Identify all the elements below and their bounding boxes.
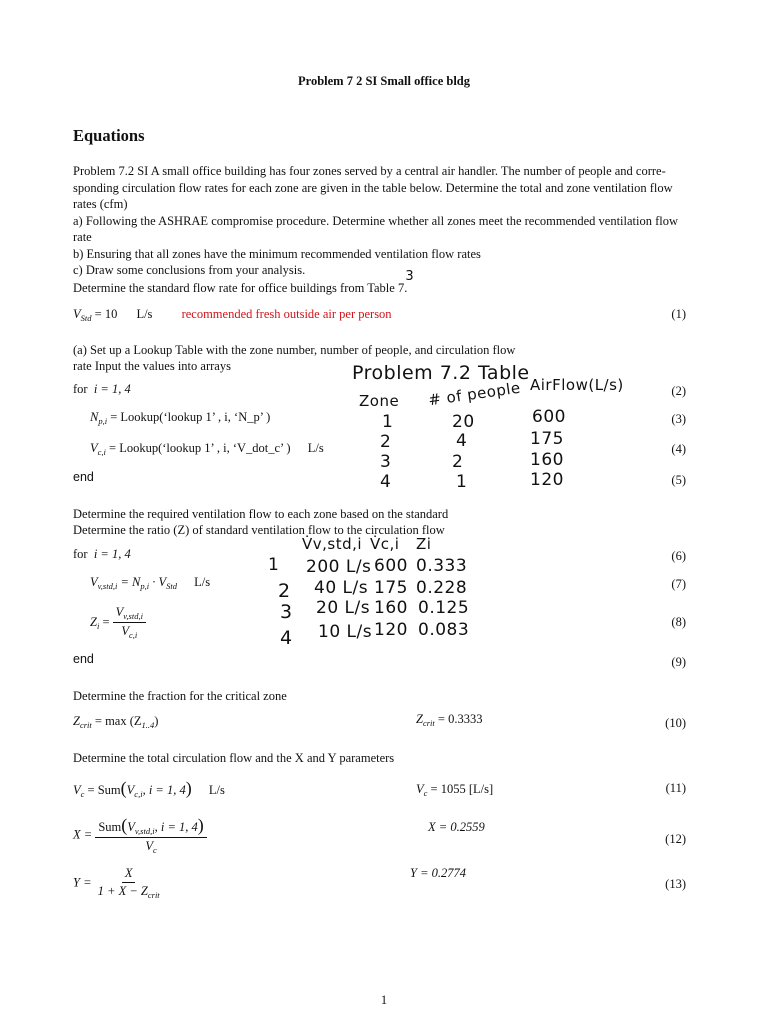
- x-fraction: $\frac{Sum(V_{v,std,i}, i = 1, 4)}{V_c}$: [95, 815, 206, 855]
- hw-std-z-2: 0.228: [416, 578, 468, 598]
- equation-9-end: end: [73, 652, 94, 666]
- intro-line: sponding circulation flow rates for each zone are given in the table below. Determine the total and zone ventilation flow: [73, 180, 673, 195]
- result-10: $Z_{crit} = 0.3333$: [416, 712, 483, 728]
- hw-zone-4: 4: [380, 472, 392, 492]
- hw-people-3: 2: [452, 452, 464, 472]
- page-title: Problem 7 2 SI Small office bldg: [298, 74, 470, 88]
- result-13: Y = 0.2774: [410, 866, 467, 880]
- intro-line: a) Following the ASHRAE compromise procedure. Determine whether all zones meet the recommended ventilation flow: [73, 213, 679, 228]
- equation-1: $V_{Std} = 10$ L/s recommended fresh outside air per person: [73, 307, 392, 323]
- intro-line: Problem 7.2 SI A small office building has four zones served by a central air handler. The number of people and corre-: [73, 164, 666, 178]
- v-std-symbol: $V_{Std}$: [73, 307, 92, 323]
- hw-std-z-1: 0.333: [416, 556, 468, 576]
- eq-number: (7): [671, 577, 686, 591]
- hw-std-zone-2: 2: [278, 580, 291, 602]
- problem-statement: [73, 163, 693, 279]
- hw-header-z: Zi: [416, 535, 432, 553]
- hw-header-vstd: V̇v,std,i: [302, 535, 363, 553]
- hw-people-2: 4: [456, 431, 468, 451]
- equation-10: $Z_{crit} = \max (Z_{1..4})$: [73, 714, 159, 730]
- hw-people-1: 20: [452, 412, 475, 432]
- z-fraction: $\frac{V_{v,std,i}}{V_{c,i}}$: [113, 605, 146, 640]
- hw-airflow-3: 160: [530, 450, 564, 470]
- equation-7: $V_{v,std,i} = N_{p,i} \cdot V_{Std}$ L/s: [90, 575, 211, 591]
- hw-airflow-4: 120: [530, 470, 564, 490]
- eq-number: (1): [671, 307, 686, 321]
- intro-line: rates (cfm): [73, 197, 128, 211]
- hw-zone-3: 3: [380, 452, 392, 472]
- hw-std-vc-2: 175: [374, 578, 408, 598]
- hw-header-vc: V̇c,i: [370, 535, 400, 553]
- comment-red: recommended fresh outside air per person: [181, 307, 392, 321]
- hw-std-vstd-2: 40 L/s: [314, 578, 369, 598]
- hw-std-zone-4: 4: [280, 627, 293, 649]
- eq-number: (6): [671, 549, 686, 563]
- equation-2: for i = 1, 4: [73, 382, 131, 396]
- equation-4: $V_{c,i}$ = Lookup(‘lookup 1’ , i, ‘V_dot_c’ ) L/s: [90, 441, 324, 457]
- intro-line: b) Ensuring that all zones have the minimum recommended ventilation flow rates: [73, 246, 481, 261]
- hw-std-z-3: 0.125: [418, 598, 470, 618]
- hw-std-vstd-1: 200 L/s: [306, 557, 372, 577]
- equation-11: $V_c = Sum(V_{c,i}$, i = 1, 4) L/s: [73, 778, 225, 799]
- std-flow-text: Determine the standard flow rate for office buildings from Table 7.3: [73, 269, 415, 295]
- eq-number: (3): [671, 412, 686, 426]
- hw-people-4: 1: [456, 472, 468, 492]
- hw-std-vc-3: 160: [374, 598, 408, 618]
- handwritten-header-airflow: AirFlow(L/s): [530, 376, 624, 394]
- equation-5-end: end: [73, 470, 94, 484]
- eq-number: (11): [665, 781, 686, 795]
- handwritten-header-people: # of people: [427, 378, 522, 410]
- hw-std-zone-3: 3: [280, 601, 293, 623]
- section-heading: Equations: [73, 126, 145, 145]
- hw-std-vstd-4: 10 L/s: [318, 622, 373, 642]
- y-fraction: $\frac{X}{1 + X - Z_{crit}}$: [97, 866, 160, 900]
- eq-number: (9): [671, 655, 686, 669]
- page-number: 1: [380, 993, 388, 1007]
- equation-3: $N_{p,i}$ = Lookup(‘lookup 1’ , i, ‘N_p’ ): [90, 410, 271, 426]
- hw-std-vc-4: 120: [374, 620, 408, 640]
- eq-number: (8): [671, 615, 686, 629]
- handwritten-header-zone: Zone: [359, 392, 400, 410]
- intro-line: c) Draw some conclusions from your analysis.: [73, 263, 306, 277]
- eq-number: (4): [671, 442, 686, 456]
- hw-std-z-4: 0.083: [418, 620, 470, 640]
- hw-std-vc-1: 600: [374, 556, 408, 576]
- eq-number: (10): [665, 716, 686, 730]
- lookup-text: (a) Set up a Lookup Table with the zone number, number of people, and circulation flow rate Input the values into arrays: [73, 343, 516, 373]
- eq-number: (13): [665, 877, 686, 891]
- hw-airflow-2: 175: [530, 429, 564, 449]
- required-text: Determine the required ventilation flow to each zone based on the standard Determine the ratio (Z) of standard ventilation flow to the circulation flow: [73, 507, 449, 537]
- equation-8: $Z_i$ = $\frac{V_{v,std,i}}{V_{c,i}}$: [90, 605, 146, 640]
- handwritten-table-number: 3: [405, 269, 415, 284]
- hw-zone-1: 1: [382, 412, 394, 432]
- equation-13: Y = $\frac{X}{1 + X - Z_{crit}}$: [73, 866, 163, 900]
- hw-zone-2: 2: [380, 432, 392, 452]
- total-text: Determine the total circulation flow and the X and Y parameters: [73, 751, 395, 765]
- result-12: X = 0.2559: [428, 820, 485, 834]
- hw-std-zone-1: 1: [268, 555, 280, 575]
- critical-text: Determine the fraction for the critical zone: [73, 689, 287, 703]
- handwritten-table-title: Problem 7.2 Table: [352, 362, 530, 384]
- eq-number: (2): [671, 384, 686, 398]
- hw-std-vstd-3: 20 L/s: [316, 598, 371, 618]
- result-11: $V_c = 1055$ [L/s]: [416, 782, 494, 798]
- intro-line: rate: [73, 230, 92, 244]
- eq-number: (5): [671, 473, 686, 487]
- hw-airflow-1: 600: [532, 407, 566, 427]
- eq-number: (12): [665, 832, 686, 846]
- equation-12: X = $\frac{Sum(V_{v,std,i}, i = 1, 4)}{V_c}$: [73, 815, 207, 855]
- equation-6: for i = 1, 4: [73, 547, 131, 561]
